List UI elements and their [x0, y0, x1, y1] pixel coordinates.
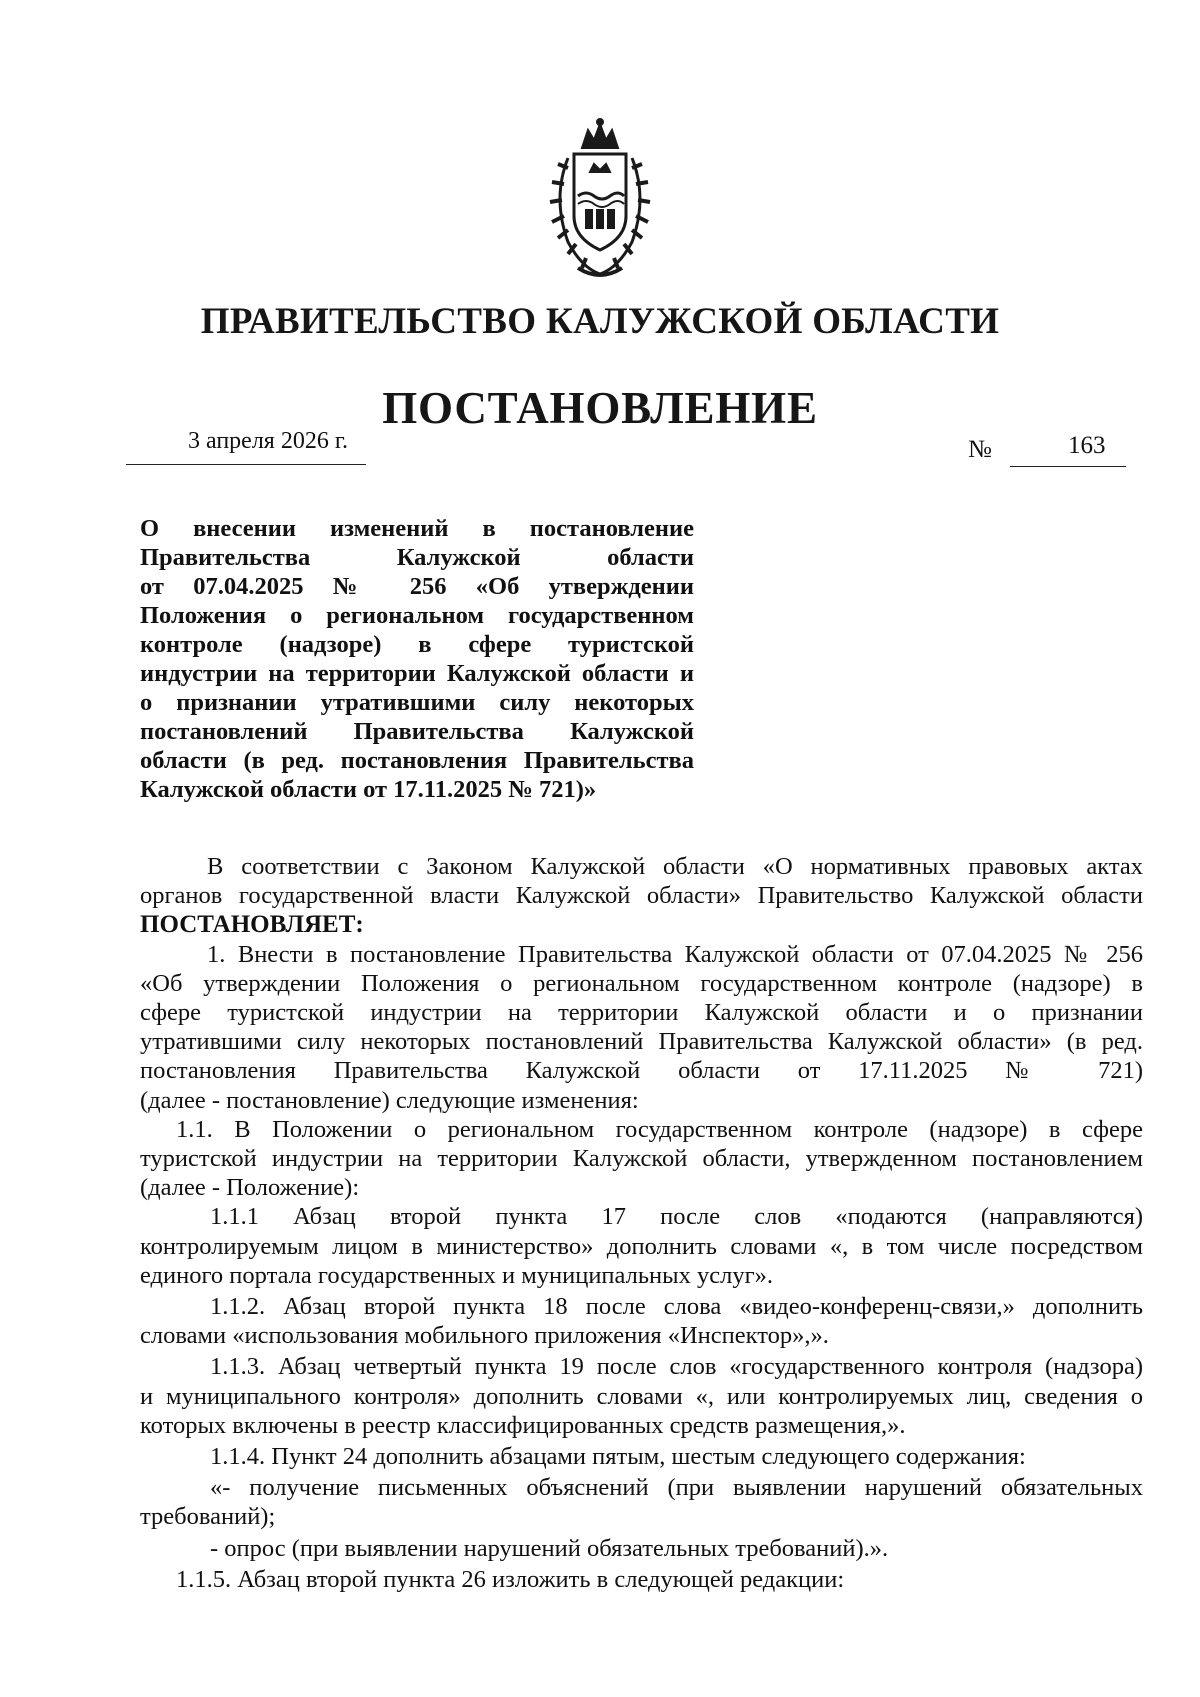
subject-line: контроле (надзоре) в сфере туристской — [140, 631, 694, 658]
decree-word: ПОСТАНОВЛЯЕТ: — [140, 911, 364, 939]
paragraph-1-1-3-line: и муниципального контроля» дополнить словами «, или контролируемых лиц, сведения о — [140, 1382, 1143, 1410]
paragraph-1-line: 1. Внести в постановление Правительства Калужской области от 07.04.2025 № 256 — [207, 940, 1143, 968]
paragraph-1-1-3-line: 1.1.3. Абзац четвертый пункта 19 после слов «государственного контроля (надзора) — [210, 1353, 1143, 1381]
paragraph-1-line: сфере туристской индустрии на территории Калужской области и о признании — [140, 999, 1143, 1027]
paragraph-1-1-1-line: 1.1.1 Абзац второй пункта 17 после слов «подаются (направляются) — [210, 1203, 1143, 1231]
paragraph-1-1-1-line: контролируемым лицом в министерство» дополнить словами «, в том числе посредством — [140, 1232, 1143, 1260]
number-underline — [1010, 466, 1126, 467]
subject-line: постановлений Правительства Калужской — [140, 718, 694, 745]
document-number: 163 — [1068, 432, 1106, 459]
paragraph-1-line: утратившими силу некоторых постановлений Правительства Калужской области» (в ред. — [140, 1028, 1143, 1056]
quote-line: требований); — [140, 1503, 276, 1531]
document-number-field — [968, 430, 1128, 468]
paragraph-1-1-line: 1.1. В Положении о региональном государственном контроле (надзоре) в сфере — [176, 1115, 1143, 1143]
government-title: ПРАВИТЕЛЬСТВО КАЛУЖСКОЙ ОБЛАСТИ — [200, 301, 1000, 342]
paragraph-1-1-5-line: 1.1.5. Абзац второй пункта 26 изложить в следующей редакции: — [176, 1565, 845, 1593]
subject-line: области (в ред. постановления Правительства — [140, 747, 694, 774]
quote-line: - опрос (при выявлении нарушений обязательных требований).». — [210, 1534, 889, 1562]
document-body — [140, 852, 1143, 1594]
subject-line: от 07.04.2025 № 256 «Об утверждении — [140, 573, 694, 600]
coat-of-arms-icon — [538, 118, 662, 282]
paragraph-1-1-line: туристской индустрии на территории Калужской области, утвержденном постановлением — [140, 1145, 1143, 1173]
number-sign: № — [968, 436, 992, 463]
paragraph-1-1-3-line: которых включены в реестр классифицированных средств размещения,». — [140, 1411, 906, 1439]
document-date: 3 апреля 2026 г. — [188, 428, 348, 454]
paragraph-1-line: постановления Правительства Калужской области от 17.11.2025 № 721) — [140, 1057, 1143, 1085]
preamble-line: органов государственной власти Калужской области» Правительство Калужской области — [140, 882, 1143, 910]
paragraph-1-1-1-line: единого портала государственных и муниципальных услуг». — [140, 1261, 774, 1289]
paragraph-1-line: «Об утверждении Положения о региональном государственном контроле (надзоре) в — [140, 969, 1143, 997]
paragraph-1-1-2-line: словами «использования мобильного приложения «Инспектор»,». — [140, 1322, 829, 1350]
paragraph-1-1-2-line: 1.1.2. Абзац второй пункта 18 после слова «видео-конференц-связи,» дополнить — [210, 1293, 1143, 1321]
subject-line: Положения о региональном государственном — [140, 602, 694, 629]
preamble-line: В соответствии с Законом Калужской области «О нормативных правовых актах — [207, 853, 1143, 880]
quote-line: «- получение письменных объяснений (при выявлении нарушений обязательных — [210, 1474, 1143, 1502]
subject-line: О внесении изменений в постановление — [140, 515, 694, 542]
paragraph-1-line: (далее - постановление) следующие изменения: — [140, 1086, 639, 1114]
subject-line: о признании утратившими силу некоторых — [140, 689, 694, 716]
subject-line: Правительства Калужской области — [140, 544, 694, 571]
document-date-field — [126, 424, 366, 465]
subject-line: индустрии на территории Калужской области и — [140, 660, 694, 687]
subject-line: Калужской области от 17.11.2025 № 721)» — [140, 776, 597, 803]
document-subject — [140, 514, 694, 804]
paragraph-1-1-4-line: 1.1.4. Пункт 24 дополнить абзацами пятым, шестым следующего содержания: — [210, 1443, 1026, 1471]
paragraph-1-1-line: (далее - Положение): — [140, 1174, 360, 1202]
document-type: ПОСТАНОВЛЕНИЕ — [382, 383, 818, 433]
